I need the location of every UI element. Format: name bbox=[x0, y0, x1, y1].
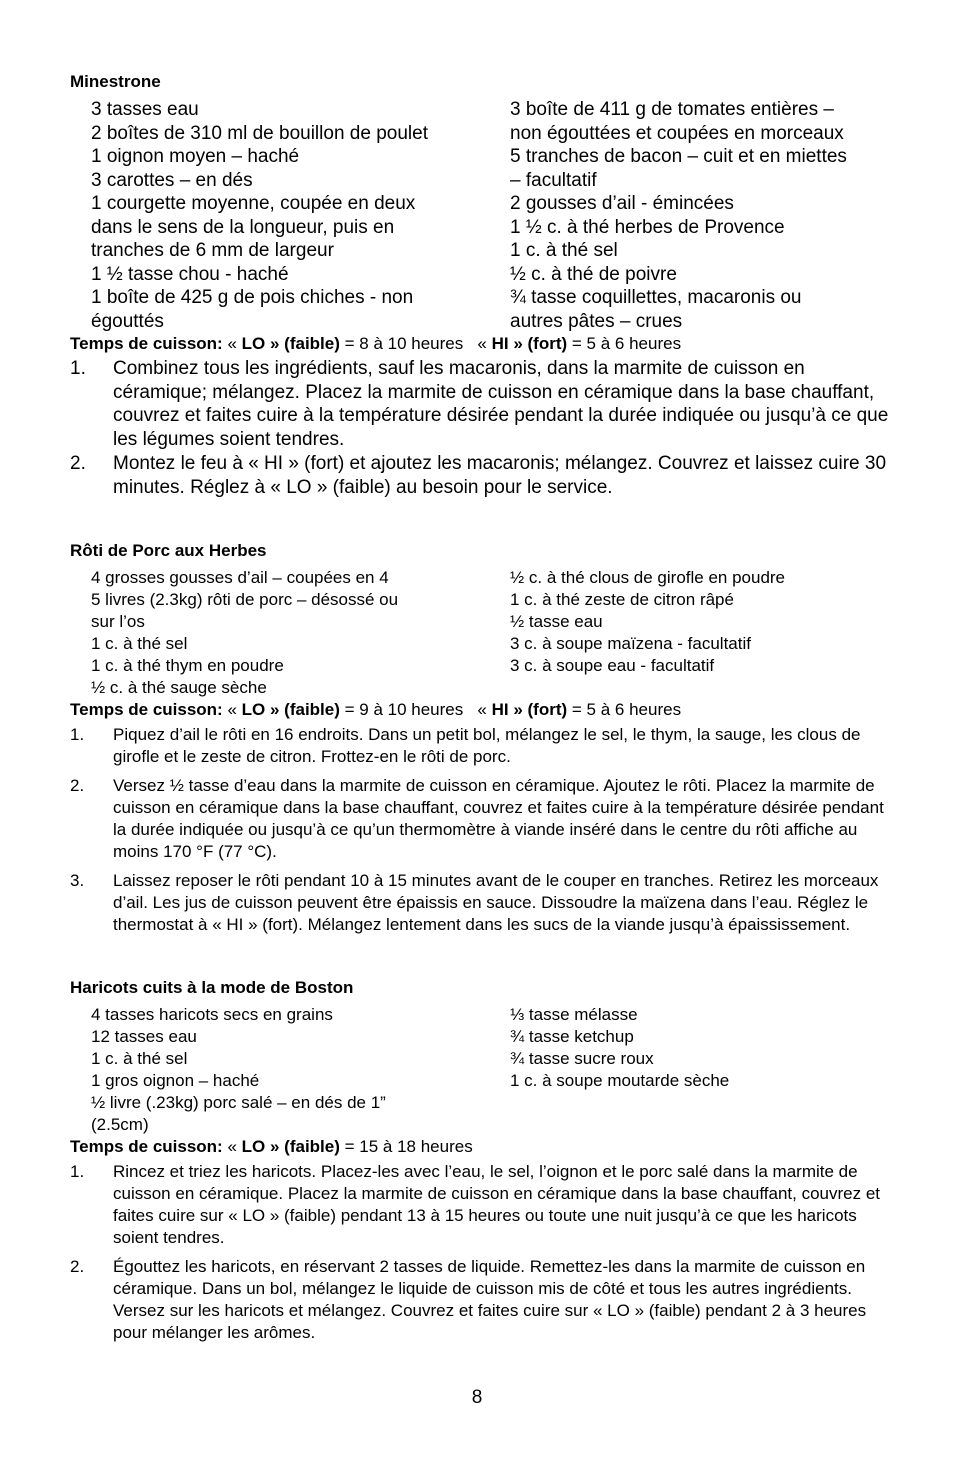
step-number: 1. bbox=[70, 358, 86, 379]
recipe-title: Haricots cuits à la mode de Boston bbox=[70, 978, 354, 997]
instructions-list bbox=[70, 357, 890, 499]
ingredient-line: 3 tasses eau bbox=[91, 99, 199, 120]
ingredient-line: ½ c. à thé de poivre bbox=[510, 263, 677, 285]
cooking-time-label: Temps de cuisson: bbox=[70, 700, 223, 719]
cooking-time-lo-value: = 15 à 18 heures bbox=[344, 1137, 473, 1156]
recipe-roti-de-porc bbox=[70, 539, 890, 936]
cooking-time-lo-label: LO » (faible) bbox=[241, 700, 340, 719]
ingredient-line: 3 boîte de 411 g de tomates entières – bbox=[510, 99, 834, 120]
step-number: 3. bbox=[70, 871, 85, 890]
ingredient-line: 1 courgette moyenne, coupée en deux bbox=[91, 193, 416, 214]
cooking-time-lo-label: LO » (faible) bbox=[241, 1137, 340, 1156]
ingredient-line: ½ tasse eau bbox=[510, 612, 603, 631]
ingredient-line: – facultatif bbox=[510, 169, 597, 191]
step-text: Piquez d’ail le rôti en 16 endroits. Dans un petit bol, mélangez le sel, le thym, la sauge, les clous de girofle et le zeste de citron. Frottez-en le rôti de porc. bbox=[113, 725, 861, 766]
ingredient-line: non égouttées et coupées en morceaux bbox=[510, 122, 844, 144]
cooking-time-lo-open: « bbox=[227, 700, 237, 719]
ingredient-line: égouttés bbox=[91, 310, 164, 332]
ingredients-column-left bbox=[91, 1004, 510, 1136]
ingredients-list bbox=[70, 98, 890, 333]
ingredient-line: ½ c. à thé sauge sèche bbox=[91, 678, 267, 697]
step-number: 2. bbox=[70, 776, 85, 795]
ingredient-line: 1 c. à thé zeste de citron râpé bbox=[510, 590, 734, 609]
ingredients-column-right bbox=[510, 98, 890, 333]
ingredient-line: 1 c. à soupe moutarde sèche bbox=[510, 1071, 730, 1090]
cooking-time-lo-value: = 8 à 10 heures bbox=[344, 334, 464, 353]
cooking-time-hi-label: HI » (fort) bbox=[491, 334, 568, 353]
recipe-title: Minestrone bbox=[70, 72, 161, 91]
step-text: Rincez et triez les haricots. Placez-les avec l’eau, le sel, l’oignon et le porc salé dans la marmite de cuisson en céramique. Placez la marmite de cuisson en céramique dans la base chauffant, couvrez et faites cuire sur « LO » (faible) pendant 13 à 15 heures ou toute une nuit jusqu’à ce que les haricots soient tendres. bbox=[113, 1162, 880, 1247]
ingredients-column-left bbox=[91, 567, 510, 699]
step-number: 1. bbox=[70, 1162, 85, 1181]
step-number: 2. bbox=[70, 1257, 85, 1276]
cooking-time-lo-label: LO » (faible) bbox=[241, 334, 340, 353]
ingredient-line: 5 tranches de bacon – cuit et en miettes bbox=[510, 146, 847, 167]
ingredient-line: 1 ½ tasse chou - haché bbox=[91, 263, 289, 285]
step-text: Montez le feu à « HI » (fort) et ajoutez les macaronis; mélangez. Couvrez et laissez cuire 30 minutes. Réglez à « LO » (faible) au besoin pour le service. bbox=[113, 453, 887, 498]
ingredients-list bbox=[70, 567, 890, 699]
ingredient-line: ⅓ tasse mélasse bbox=[510, 1005, 638, 1024]
ingredient-line: dans le sens de la longueur, puis en bbox=[91, 216, 395, 238]
ingredient-line: 3 c. à soupe maïzena - facultatif bbox=[510, 634, 751, 653]
page-number: 8 bbox=[471, 1387, 483, 1408]
recipe-minestrone bbox=[70, 70, 890, 499]
cooking-time-hi-open: « bbox=[477, 334, 487, 353]
step-number: 1. bbox=[70, 725, 85, 744]
ingredients-column-left bbox=[91, 98, 510, 333]
cooking-time bbox=[70, 699, 890, 721]
ingredient-line: ¾ tasse sucre roux bbox=[510, 1049, 654, 1068]
step-number: 2. bbox=[70, 453, 86, 474]
ingredient-line: 4 tasses haricots secs en grains bbox=[91, 1005, 333, 1024]
ingredient-line: 1 c. à thé sel bbox=[510, 240, 618, 261]
ingredient-line: 1 boîte de 425 g de pois chiches - non bbox=[91, 287, 414, 308]
cooking-time-lo-open: « bbox=[227, 1137, 237, 1156]
cooking-time-hi-open: « bbox=[477, 700, 487, 719]
ingredient-line: autres pâtes – crues bbox=[510, 310, 683, 332]
ingredient-line: ½ livre (.23kg) porc salé – en dés de 1” bbox=[91, 1093, 386, 1112]
cooking-time-hi-value: = 5 à 6 heures bbox=[571, 700, 682, 719]
ingredient-line: 1 ½ c. à thé herbes de Provence bbox=[510, 216, 785, 238]
ingredient-line: 3 carottes – en dés bbox=[91, 169, 253, 191]
instructions-list bbox=[70, 724, 890, 936]
ingredient-line: 1 oignon moyen – haché bbox=[91, 146, 300, 167]
cooking-time-label: Temps de cuisson: bbox=[70, 334, 223, 353]
cooking-time bbox=[70, 1136, 890, 1158]
ingredient-line: tranches de 6 mm de largeur bbox=[91, 240, 334, 261]
step-text: Combinez tous les ingrédients, sauf les macaronis, dans la marmite de cuisson en céramique; mélangez. Placez la marmite de cuisson en céramique dans la base chauffant, couvrez et faites cuire à la température désirée pendant la durée indiquée ou jusqu’à ce que les légumes soient tendres. bbox=[113, 358, 889, 450]
ingredient-line: 1 c. à thé sel bbox=[91, 1049, 188, 1068]
ingredients-column-right bbox=[510, 1004, 890, 1136]
cooking-time-hi-label: HI » (fort) bbox=[491, 700, 568, 719]
ingredient-line: 1 c. à thé thym en poudre bbox=[91, 656, 284, 675]
ingredients-column-right bbox=[510, 567, 890, 699]
ingredient-line: 1 c. à thé sel bbox=[91, 634, 188, 653]
ingredient-line: 4 grosses gousses d’ail – coupées en 4 bbox=[91, 568, 389, 587]
instruction-step bbox=[70, 775, 890, 863]
ingredient-line: 2 gousses d’ail - émincées bbox=[510, 193, 734, 214]
ingredient-line: 1 gros oignon – haché bbox=[91, 1071, 260, 1090]
instruction-step bbox=[70, 1256, 890, 1344]
ingredient-line: ¾ tasse coquillettes, macaronis ou bbox=[510, 287, 802, 308]
recipe-haricots-boston bbox=[70, 976, 890, 1344]
ingredient-line: (2.5cm) bbox=[91, 1115, 149, 1134]
instruction-step bbox=[70, 870, 890, 936]
ingredient-line: sur l’os bbox=[91, 612, 145, 631]
page-content bbox=[70, 70, 890, 1344]
instruction-step bbox=[70, 357, 890, 451]
ingredient-line: 5 livres (2.3kg) rôti de porc – désossé ou bbox=[91, 590, 399, 609]
instruction-step bbox=[70, 452, 890, 499]
ingredient-line: ½ c. à thé clous de girofle en poudre bbox=[510, 568, 786, 587]
cooking-time bbox=[70, 333, 890, 355]
ingredient-line: ¾ tasse ketchup bbox=[510, 1027, 634, 1046]
step-text: Laissez reposer le rôti pendant 10 à 15 minutes avant de le couper en tranches. Retirez les morceaux d’ail. Les jus de cuisson peuvent être épaissis en sauce. Dissoudre la maïzena dans l’eau. Réglez le thermostat à « HI » (fort). Mélangez lentement dans les sucs de la viande jusqu’à épaississement. bbox=[113, 871, 879, 934]
instruction-step bbox=[70, 1161, 890, 1249]
recipe-title: Rôti de Porc aux Herbes bbox=[70, 541, 267, 560]
ingredient-line: 12 tasses eau bbox=[91, 1027, 197, 1046]
cooking-time-hi-value: = 5 à 6 heures bbox=[571, 334, 682, 353]
ingredient-line: 2 boîtes de 310 ml de bouillon de poulet bbox=[91, 122, 428, 144]
step-text: Égouttez les haricots, en réservant 2 tasses de liquide. Remettez-les dans la marmite de cuisson en céramique. Dans un bol, mélangez le liquide de cuisson mis de côté et tous les autres ingrédients. Versez sur les haricots et mélangez. Couvrez et faites cuire sur « LO » (faible) pendant 2 à 3 heures pour mélanger les arômes. bbox=[113, 1257, 867, 1342]
ingredient-line: 3 c. à soupe eau - facultatif bbox=[510, 656, 715, 675]
instructions-list bbox=[70, 1161, 890, 1344]
instruction-step bbox=[70, 724, 890, 768]
cooking-time-lo-value: = 9 à 10 heures bbox=[344, 700, 464, 719]
step-text: Versez ½ tasse d’eau dans la marmite de cuisson en céramique. Ajoutez le rôti. Placez la marmite de cuisson en céramique dans la base chauffant, couvrez et faites cuire à la température désirée pendant la durée indiquée ou jusqu’à ce qu’un thermomètre à viande inséré dans le centre du rôti affiche au moins 170 °F (77 °C). bbox=[113, 776, 884, 861]
ingredients-list bbox=[70, 1004, 890, 1136]
cooking-time-label: Temps de cuisson: bbox=[70, 1137, 223, 1156]
cooking-time-lo-open: « bbox=[227, 334, 237, 353]
